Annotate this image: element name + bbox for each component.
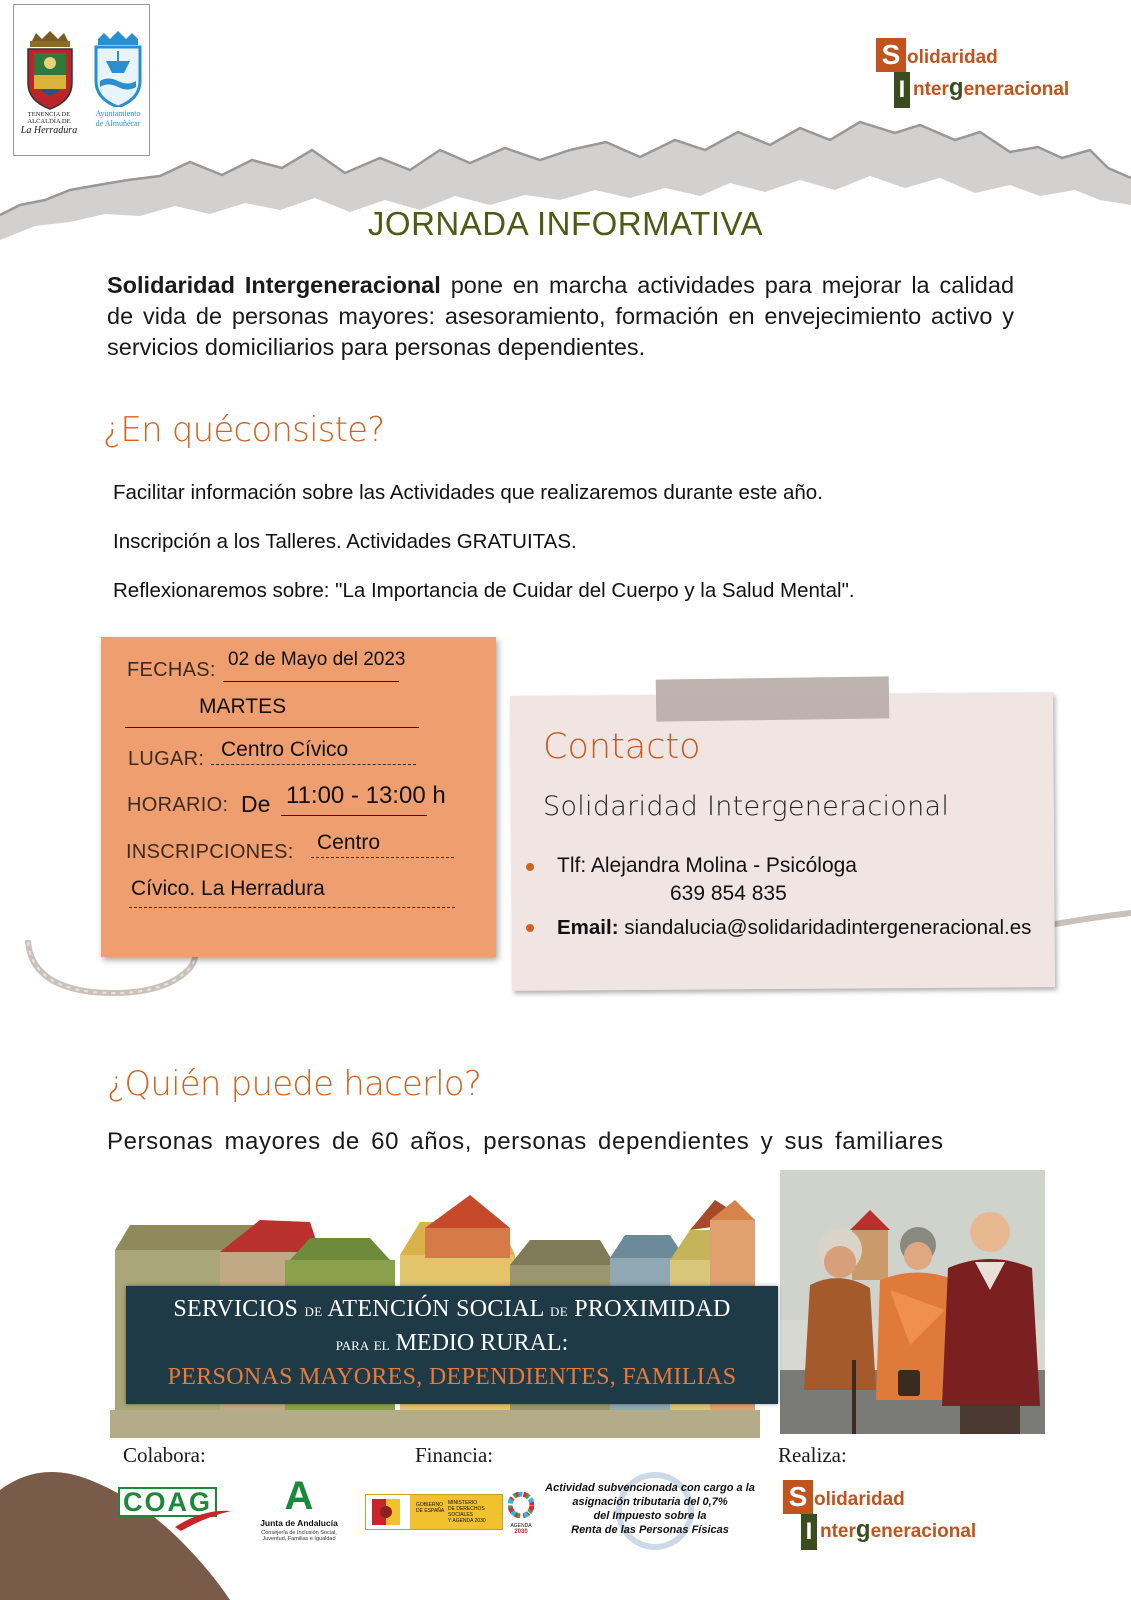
banner-l1-c: ATENCIÓN SOCIAL: [327, 1296, 544, 1322]
event-details-card: [101, 637, 496, 957]
herradura-caption: [16, 111, 82, 136]
logo-s-letter: S: [876, 38, 906, 72]
footer-logo-i-word: [820, 1516, 976, 1544]
footer-logo-i-word-pre: nter: [820, 1521, 856, 1542]
junta-andalucia-logo: [254, 1476, 344, 1542]
contact-email-line: [557, 916, 1031, 940]
logo-i-word: [913, 74, 1069, 102]
banner-l1-e: PROXIMIDAD: [574, 1296, 731, 1322]
consiste-line-3: Reflexionaremos sobre: "La Importancia de Cuidar del Cuerpo y la Salud Mental".: [113, 579, 855, 602]
irpf-line-1: Actividad subvencionada con cargo a la: [545, 1482, 755, 1494]
inscripciones-value-2: Cívico. La Herradura: [131, 877, 325, 900]
heading-en-que-consiste: ¿En quéconsiste?: [103, 410, 385, 450]
torn-paper-header: [0, 0, 1131, 240]
quien-text: Personas mayores de 60 años, personas dependientes y sus familiares: [107, 1128, 944, 1155]
realiza-label: Realiza:: [778, 1443, 847, 1467]
junta-sub-2: Juventud, Familias e Igualdad: [262, 1536, 336, 1542]
min-line-1: MINISTERIO: [448, 1500, 478, 1506]
inscripciones-underline-2: [129, 907, 455, 908]
intro-paragraph: [107, 270, 1014, 363]
solidaridad-intergeneracional-logo: [876, 38, 1069, 108]
lugar-label: LUGAR:: [128, 748, 205, 770]
heading-quien-puede-hacerlo: ¿Quién puede hacerlo?: [107, 1064, 482, 1104]
intro-text: pone en marcha actividades para mejorar la calidad de vida de personas mayores: asesoramiento, formación en envejecimiento activo y servicios domiciliarios para personas dependientes.: [107, 272, 1015, 360]
gobierno-text: [416, 1502, 444, 1514]
sdg-wheel-icon: [508, 1492, 534, 1518]
coag-text: COAG: [118, 1487, 217, 1517]
banner-l1-d: de: [550, 1300, 568, 1320]
financia-label: Financia:: [415, 1443, 494, 1467]
herradura-coat-of-arms-icon: [22, 31, 78, 111]
fechas-underline: [223, 681, 399, 682]
inscripciones-value-1: Centro: [317, 831, 381, 854]
lugar-value: Centro Cívico: [221, 738, 349, 761]
colabora-label: Colabora:: [123, 1443, 206, 1467]
footer-logo-i-word-post: eneracional: [870, 1521, 977, 1542]
footer-logo-s-word: olidaridad: [814, 1489, 905, 1510]
irpf-line-2: asignación tributaria del 0,7%: [572, 1496, 728, 1508]
bullet-icon: [526, 863, 534, 871]
logo-i-word-pre: nter: [913, 79, 949, 100]
footer-logo-s-letter: S: [783, 1480, 813, 1514]
inscripciones-underline-1: [311, 857, 454, 858]
almunecar-coat-of-arms-icon: [92, 31, 144, 107]
day-value: MARTES: [199, 695, 287, 718]
junta-name: Junta de Andalucía: [260, 1518, 338, 1528]
agenda-2030-logo: [507, 1492, 535, 1535]
irpf-line-3: del Impuesto sobre la: [593, 1510, 707, 1522]
elderly-people-illustration: [780, 1170, 1045, 1434]
irpf-line-4: Renta de las Personas Físicas: [571, 1524, 729, 1536]
horario-underline: [281, 815, 427, 816]
agenda-line-1: AGENDA: [510, 1523, 532, 1529]
bullet-icon: [526, 924, 534, 932]
footer-logo-i-letter: I: [801, 1514, 817, 1550]
coag-swoosh-icon: [173, 1505, 233, 1531]
spain-shield-box: [366, 1495, 410, 1529]
horario-label: HORARIO:: [127, 794, 229, 816]
min-line-3: Y AGENDA 2030: [448, 1518, 486, 1524]
logo-i-word-post: eneracional: [963, 79, 1070, 100]
min-line-2: DE DERECHOS SOCIALES: [448, 1506, 485, 1518]
footer-logo-i-word-g: g: [855, 1516, 871, 1543]
email-address[interactable]: siandalucia@solidaridadintergeneracional.es: [624, 916, 1032, 939]
contact-phone[interactable]: 639 854 835: [670, 882, 787, 905]
banner-line-1: [126, 1296, 778, 1323]
almunecar-caption-line1: Ayuntamiento: [95, 109, 141, 118]
logo-i-word-g: g: [948, 74, 964, 101]
day-underline: [125, 727, 419, 728]
banner-l1-b: de: [304, 1300, 323, 1320]
almunecar-caption-line2: de Almuñécar: [95, 119, 141, 128]
contact-title: Contacto: [543, 727, 701, 767]
banner-line-2: [126, 1330, 778, 1357]
logo-i-letter: I: [894, 72, 910, 108]
herradura-caption-top: TENENCIA DE ALCALDÍA DE: [27, 111, 71, 125]
solidaridad-intergeneracional-logo-footer: [783, 1480, 976, 1550]
banner-line-3: PERSONAS MAYORES, DEPENDIENTES, FAMILIAS: [167, 1364, 737, 1390]
inscripciones-label: INSCRIPCIONES:: [126, 841, 294, 863]
intro-bold: Solidaridad Intergeneracional: [107, 272, 441, 298]
banner-l2-b: MEDIO RURAL:: [395, 1330, 569, 1356]
lugar-underline: [211, 764, 416, 765]
gobierno-espana-logo: [365, 1494, 503, 1530]
gob-line-1: GOBIERNO: [416, 1502, 443, 1508]
almunecar-caption: [86, 109, 150, 129]
coag-logo: [118, 1487, 230, 1517]
email-label: Email:: [557, 916, 619, 939]
horario-de: De: [241, 791, 271, 817]
junta-sub-1: Consejería de Inclusión Social,: [261, 1530, 337, 1536]
fechas-label: FECHAS:: [127, 659, 216, 681]
services-banner: [126, 1286, 778, 1404]
agenda-line-2: 2030: [514, 1529, 528, 1535]
horario-value: 11:00 - 13:00 h: [286, 782, 446, 809]
banner-l2-a: para el: [335, 1334, 390, 1354]
junta-a-letter: A: [284, 1474, 314, 1518]
consiste-line-2: Inscripción a los Talleres. Actividades GRATUITAS.: [113, 530, 577, 553]
ministerio-text: [448, 1500, 502, 1524]
contact-org: Solidaridad Intergeneracional: [543, 791, 950, 822]
page-title: JORNADA INFORMATIVA: [367, 205, 764, 242]
logo-s-word: olidaridad: [907, 47, 998, 68]
tape-strip: [656, 676, 890, 721]
contact-tlf: Tlf: Alejandra Molina - Psicóloga: [557, 854, 857, 877]
fechas-value: 02 de Mayo del 2023: [228, 649, 406, 670]
spain-shield-icon: [366, 1495, 410, 1529]
municipal-logos: [13, 4, 150, 156]
gob-line-2: DE ESPAÑA: [416, 1508, 445, 1514]
herradura-caption-script: La Herradura: [20, 125, 78, 136]
irpf-text: [535, 1481, 765, 1537]
banner-l1-a: SERVICIOS: [173, 1296, 299, 1322]
consiste-line-1: Facilitar información sobre las Actividades que realizaremos durante este año.: [113, 481, 823, 504]
